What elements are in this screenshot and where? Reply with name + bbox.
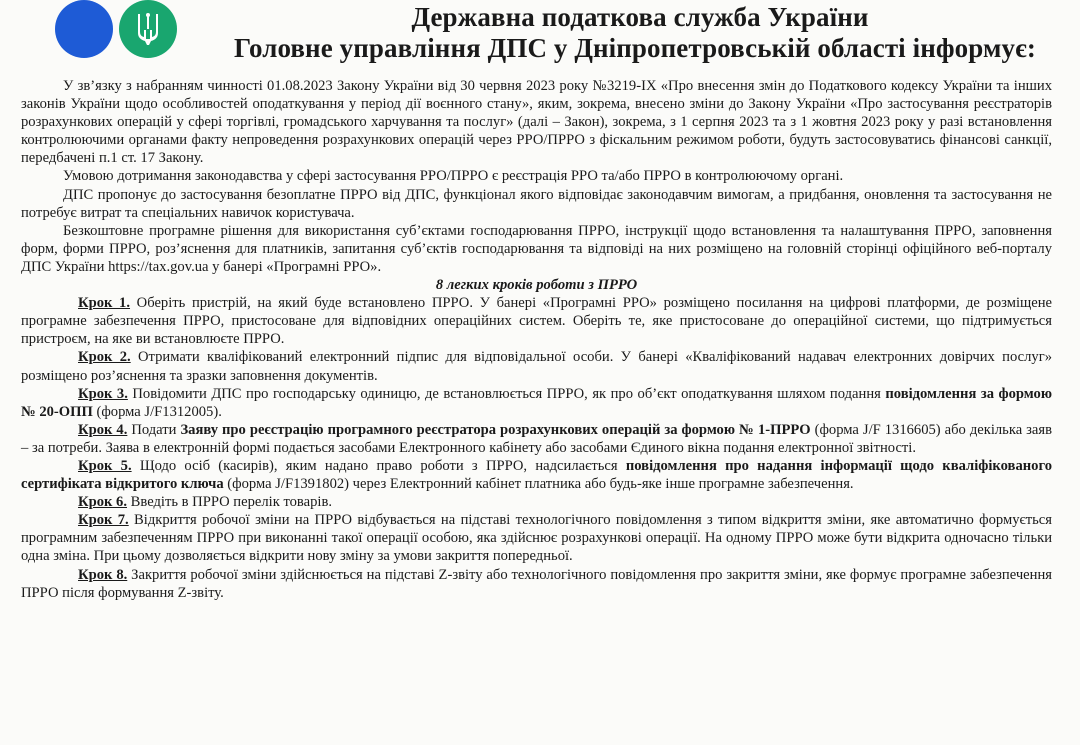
- step-4-bold: Заяву про реєстрацію програмного реєстратора розрахункових операцій за формою № 1-ПРРО: [180, 421, 811, 438]
- step-1: [21, 294, 1052, 348]
- step-3: [21, 385, 1052, 421]
- step-5-text-b: (форма J/F1391802) через Електронний кабінет платника або будь-яке інше програмне забезпечення.: [223, 476, 854, 493]
- step-1-text: Оберіть пристрій, на який буде встановлено ПРРО. У банері «Програмні РРО» розміщено посилання на цифрові платформи, де розміщене програмне забезпечення ПРРО, пристосоване для відповідних операційних систем. Оберіть те, яке пристосоване до операційної системи, що підтримується пристроєм, на яке ви встановлюєте ПРРО.: [21, 295, 1053, 348]
- steps-heading: 8 легких кроків роботи з ПРРО: [435, 277, 638, 294]
- title-line-2: Головне управління ДПС у Дніпропетровській області інформує:: [234, 33, 1036, 63]
- step-5-bold: повідомлення про надання інформації щодо кваліфікованого сертифіката відкритого ключа: [21, 457, 1053, 493]
- step-2: [21, 348, 1052, 384]
- paragraph-4: Безкоштовне програмне рішення для використання суб’єктами господарювання ПРРО, інструкції щодо встановлення та налаштування ПРРО, заповнення форм, форми ПРРО, роз’яснення для платників, запитання суб’єктів господарювання та відповіді на них розміщено на головній сторінці офіційного веб-порталу ДПС України https://tax.gov.ua у банері «Програмні РРО».: [21, 222, 1052, 275]
- dps-logo: [55, 0, 205, 60]
- step-5-label: Крок 5.: [78, 457, 132, 474]
- header: [0, 0, 1080, 64]
- step-5-text-a: Щодо осіб (касирів), яким надано право роботи з ПРРО, надсилається: [131, 457, 626, 474]
- step-3-text-b: (форма J/F1312005).: [92, 403, 222, 420]
- title-line-1: Державна податкова служба України: [411, 2, 869, 32]
- step-5: [21, 457, 1052, 493]
- step-1-label: Крок 1.: [78, 295, 131, 312]
- step-3-bold: повідомлення за формою № 20-ОПП: [21, 385, 1053, 420]
- step-4-text-b: (форма J/F 1316605) або декілька заяв – за потреби. Заява в електронній формі подається засобами Електронного кабінету або засобами Єдиного вікна подання електронної звітності.: [21, 421, 1053, 456]
- step-8-label: Крок 8.: [78, 566, 128, 583]
- step-8-text: Закриття робочої зміни здійснюється на підставі Z-звіту або технологічного повідомлення про закриття зміни, яке формує програмне забезпечення ПРРО після формування Z-звіту.: [21, 566, 1052, 601]
- step-4-text-a: Подати: [127, 421, 181, 438]
- step-7-label: Крок 7.: [78, 512, 129, 529]
- step-6-text: Введіть в ПРРО перелік товарів.: [127, 494, 332, 511]
- step-4: [21, 421, 1052, 457]
- step-4-label: Крок 4.: [78, 421, 128, 438]
- step-7-text: Відкриття робочої зміни на ПРРО відбувається на підставі технологічного повідомлення з типом відкриття зміни, яке автоматично формується програмним забезпеченням ПРРО при виконанні такої операції особою, яка здійснює розрахункові операції. На одному ПРРО може бути відкрита одночасно тільки одна зміна. При цьому дозволяється відкрити нову зміну за умови закриття попередньої.: [21, 512, 1052, 565]
- step-2-text: Отримати кваліфікований електронний підпис для відповідальної особи. У банері «Кваліфікований надавач електронних довірчих послуг» розміщено роз’яснення та зразки заповнення документів.: [21, 349, 1052, 384]
- blue-circle-icon: [55, 0, 113, 58]
- page-title: [200, 2, 1080, 64]
- paragraph-2: Умовою дотримання законодавства у сфері застосування РРО/ПРРО є реєстрація РРО та/або ПРРО в контролюючому органі.: [63, 168, 844, 185]
- step-8: [21, 566, 1052, 602]
- step-3-text-a: Повідомити ДПС про господарську одиницю, де встановлюється ПРРО, як про об’єкт оподаткування шляхом подання: [127, 385, 886, 402]
- step-7: [21, 511, 1052, 565]
- document-body: [21, 77, 1052, 602]
- step-6-label: Крок 6.: [78, 494, 127, 511]
- step-6: [21, 493, 1052, 511]
- step-3-label: Крок 3.: [78, 385, 128, 402]
- trident-icon: [119, 0, 177, 58]
- paragraph-3: ДПС пропонує до застосування безоплатне ПРРО від ДПС, функціонал якого відповідає законодавчим вимогам, а придбання, оновлення та застосування не потребує витрат та спеціальних навичок користувача.: [21, 186, 1052, 221]
- step-2-label: Крок 2.: [78, 349, 131, 366]
- paragraph-1: У зв’язку з набранням чинності 01.08.2023 Закону України від 30 червня 2023 року №3219-IX «Про внесення змін до Податкового кодексу України та інших законів України щодо особливостей оподаткування у період дії воєнного стану», яким, зокрема, внесено зміни до Закону України «Про застосування реєстраторів розрахункових операцій у сфері торгівлі, громадського харчування та послуг» (далі – Закон), зокрема, з 1 серпня 2023 та з 1 жовтня 2023 року у разі встановлення контролюючими органами факту непроведення розрахункових операцій через РРО/ПРРО з фіскальним режимом роботи, будуть застосовуватись фінансові санкції, передбачені п.1 ст. 17 Закону.: [21, 78, 1052, 167]
